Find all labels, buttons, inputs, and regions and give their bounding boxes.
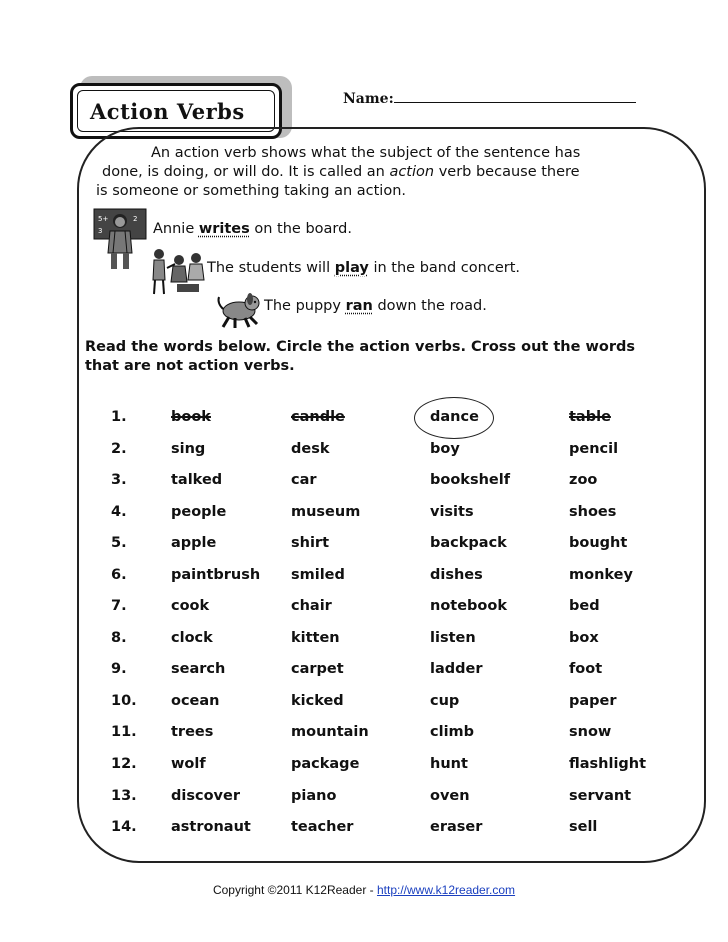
row-number: 12. [111, 756, 137, 772]
row-number: 7. [111, 598, 127, 614]
word-row [0, 504, 728, 528]
word-crossed-out[interactable]: candle [291, 409, 345, 425]
name-field [343, 88, 636, 107]
word[interactable]: people [171, 504, 227, 520]
band-students-picture [149, 246, 207, 296]
instructions-line-2: that are not action verbs. [85, 358, 295, 374]
word[interactable]: discover [171, 788, 240, 804]
word[interactable]: hunt [430, 756, 468, 772]
row-number: 1. [111, 409, 127, 425]
name-label: Name: [343, 91, 394, 107]
word[interactable]: listen [430, 630, 476, 646]
word[interactable]: ocean [171, 693, 220, 709]
word-row [0, 819, 728, 843]
name-blank-line [394, 88, 636, 103]
word[interactable]: sell [569, 819, 598, 835]
word[interactable]: talked [171, 472, 223, 488]
footer [0, 883, 728, 897]
word[interactable]: oven [430, 788, 470, 804]
word-crossed-out[interactable]: book [171, 409, 211, 425]
word[interactable]: teacher [291, 819, 354, 835]
word[interactable]: carpet [291, 661, 344, 677]
word-row [0, 788, 728, 812]
intro-line-2: done, is doing, or will do. It is called an action verb because there [102, 164, 580, 180]
word[interactable]: shirt [291, 535, 330, 551]
word[interactable]: eraser [430, 819, 483, 835]
row-number: 14. [111, 819, 137, 835]
row-number: 2. [111, 441, 127, 457]
intro-line-1: An action verb shows what the subject of the sentence has [151, 145, 581, 161]
word[interactable]: trees [171, 724, 214, 740]
word-row [0, 724, 728, 748]
row-number: 10. [111, 693, 137, 709]
row-number: 11. [111, 724, 137, 740]
word-row [0, 409, 728, 433]
intro-line-3: is someone or something taking an action. [96, 183, 407, 199]
website-link[interactable]: http://www.k12reader.com [376, 883, 516, 897]
example-sentence-2: The students will play in the band concert. [207, 260, 520, 276]
word[interactable]: pencil [569, 441, 619, 457]
word[interactable]: boy [430, 441, 460, 457]
puppy-picture [213, 289, 263, 331]
word[interactable]: piano [291, 788, 337, 804]
word-row [0, 441, 728, 465]
action-italic: action [389, 164, 435, 180]
example-verb: ran [345, 298, 373, 314]
intro-paragraph [96, 144, 656, 201]
word[interactable]: search [171, 661, 226, 677]
word[interactable]: bought [569, 535, 628, 551]
instructions-line-1: Read the words below. Circle the action verbs. Cross out the words [85, 339, 636, 355]
word[interactable]: shoes [569, 504, 617, 520]
word[interactable]: snow [569, 724, 612, 740]
word[interactable]: car [291, 472, 317, 488]
word[interactable]: zoo [569, 472, 598, 488]
word[interactable]: chair [291, 598, 332, 614]
word[interactable]: sing [171, 441, 206, 457]
word-row [0, 535, 728, 559]
word[interactable]: bookshelf [430, 472, 511, 488]
word-row [0, 693, 728, 717]
row-number: 13. [111, 788, 137, 804]
word[interactable]: museum [291, 504, 361, 520]
row-number: 8. [111, 630, 127, 646]
word[interactable]: astronaut [171, 819, 251, 835]
word-row [0, 661, 728, 685]
word[interactable]: wolf [171, 756, 206, 772]
word[interactable]: kitten [291, 630, 340, 646]
word[interactable]: flashlight [569, 756, 647, 772]
word[interactable]: package [291, 756, 360, 772]
word[interactable]: visits [430, 504, 474, 520]
word[interactable]: backpack [430, 535, 507, 551]
row-number: 4. [111, 504, 127, 520]
example-sentence-1: Annie writes on the board. [153, 221, 352, 237]
word-row [0, 630, 728, 654]
word[interactable]: foot [569, 661, 603, 677]
word[interactable]: mountain [291, 724, 369, 740]
row-number: 5. [111, 535, 127, 551]
word[interactable]: servant [569, 788, 632, 804]
word[interactable]: monkey [569, 567, 633, 583]
word[interactable]: smiled [291, 567, 345, 583]
row-number: 9. [111, 661, 127, 677]
word[interactable]: bed [569, 598, 600, 614]
word-row [0, 756, 728, 780]
example-verb: play [334, 260, 369, 276]
example-verb: writes [198, 221, 250, 237]
word[interactable]: cup [430, 693, 460, 709]
girl-at-board-picture [93, 207, 147, 271]
instructions [85, 338, 645, 376]
svg-text:3: 3 [98, 227, 103, 235]
svg-text:5+: 5+ [98, 215, 109, 223]
row-number: 3. [111, 472, 127, 488]
example-sentence-3: The puppy ran down the road. [264, 298, 487, 314]
copyright-text: Copyright ©2011 K12Reader - [212, 883, 377, 897]
word[interactable]: ladder [430, 661, 483, 677]
word[interactable]: notebook [430, 598, 507, 614]
word[interactable]: clock [171, 630, 213, 646]
worksheet-title: Action Verbs [77, 90, 275, 132]
word[interactable]: dishes [430, 567, 483, 583]
word-crossed-out[interactable]: table [569, 409, 611, 425]
word[interactable]: apple [171, 535, 217, 551]
word[interactable]: kicked [291, 693, 344, 709]
word-row [0, 598, 728, 622]
word[interactable]: desk [291, 441, 330, 457]
word[interactable]: paintbrush [171, 567, 261, 583]
word[interactable]: box [569, 630, 599, 646]
word-row [0, 472, 728, 496]
row-number: 6. [111, 567, 127, 583]
word[interactable]: climb [430, 724, 475, 740]
word-circled[interactable]: dance [430, 409, 479, 425]
word-row [0, 567, 728, 591]
word[interactable]: cook [171, 598, 210, 614]
word[interactable]: paper [569, 693, 617, 709]
svg-text:2: 2 [133, 215, 138, 223]
